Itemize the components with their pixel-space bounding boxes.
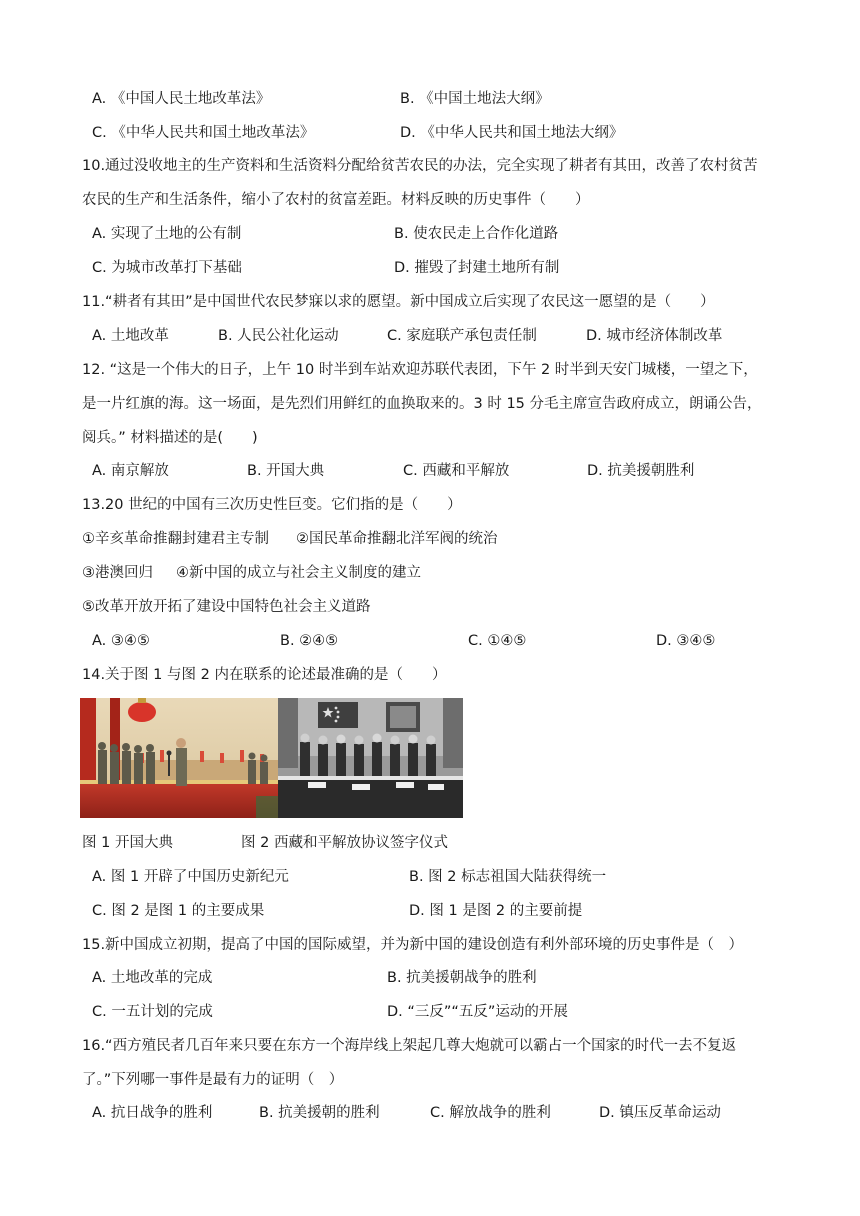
q10-option-d: D. 摧毁了封建土地所有制	[394, 260, 560, 276]
q9-option-c: C. 《中华人民共和国土地改革法》	[92, 125, 315, 141]
q14-option-d: D. 图 1 是图 2 的主要前提	[409, 903, 583, 919]
q14-option-c: C. 图 2 是图 1 的主要成果	[92, 903, 265, 919]
q14-option-b: B. 图 2 标志祖国大陆获得统一	[409, 869, 607, 885]
q16-option-c: C. 解放战争的胜利	[430, 1105, 551, 1121]
q12-option-c: C. 西藏和平解放	[403, 463, 510, 479]
q14-option-a: A. 图 1 开辟了中国历史新纪元	[92, 869, 289, 885]
q13-item-1: ①辛亥革命推翻封建君主专制	[82, 531, 269, 547]
q13-option-c: C. ①④⑤	[468, 633, 527, 649]
q13-option-d: D. ③④⑤	[656, 633, 716, 649]
figure-1-founding-ceremony-photo	[80, 698, 278, 818]
q12-option-b: B. 开国大典	[247, 463, 325, 479]
q15-option-b: B. 抗美援朝战争的胜利	[387, 970, 537, 986]
q9-option-b: B. 《中国土地法大纲》	[400, 91, 550, 107]
q10-stem-line-2: 农民的生产和生活条件，缩小了农村的贫富差距。材料反映的历史事件（ ）	[82, 192, 590, 208]
q12-stem-line-1: 12. “这是一个伟大的日子，上午 10 时半到车站欢迎苏联代表团，下午 2 时半到天安门城楼，一望之下，	[82, 362, 758, 378]
q16-stem-line-2: 了。”下列哪一事件是最有力的证明（ ）	[82, 1072, 344, 1088]
q11-option-a: A. 土地改革	[92, 328, 169, 344]
q13-option-a: A. ③④⑤	[92, 633, 150, 649]
q10-option-a: A. 实现了土地的公有制	[92, 226, 242, 242]
q11-stem: 11.“耕者有其田”是中国世代农民梦寐以求的愿望。新中国成立后实现了农民这一愿望的是（ ）	[82, 294, 715, 310]
q10-option-c: C. 为城市改革打下基础	[92, 260, 242, 276]
q12-option-a: A. 南京解放	[92, 463, 169, 479]
q13-item-2: ②国民革命推翻北洋军阀的统治	[296, 531, 498, 547]
figure-1-illustration	[80, 698, 278, 818]
q16-option-b: B. 抗美援朝的胜利	[259, 1105, 380, 1121]
figure-2-tibet-agreement-signing-photo	[278, 698, 463, 818]
q12-option-d: D. 抗美援朝胜利	[587, 463, 695, 479]
q10-stem-line-1: 10.通过没收地主的生产资料和生活资料分配给贫苦农民的办法，完全实现了耕者有其田，改善了农村贫苦	[82, 158, 758, 174]
q14-stem: 14.关于图 1 与图 2 内在联系的论述最准确的是（ ）	[82, 667, 447, 683]
q10-option-b: B. 使农民走上合作化道路	[394, 226, 559, 242]
q16-option-d: D. 镇压反革命运动	[599, 1105, 721, 1121]
q9-option-d: D. 《中华人民共和国土地法大纲》	[400, 125, 624, 141]
q13-item-5: ⑤改革开放开拓了建设中国特色社会主义道路	[82, 599, 371, 615]
q16-stem-line-1: 16.“西方殖民者几百年来只要在东方一个海岸线上架起几尊大炮就可以霸占一个国家的时代一去不复返	[82, 1038, 737, 1054]
figure-1-caption: 图 1 开国大典	[82, 835, 173, 851]
q16-option-a: A. 抗日战争的胜利	[92, 1105, 213, 1121]
q15-stem: 15.新中国成立初期，提高了中国的国际威望，并为新中国的建设创造有利外部环境的历史事件是（ ）	[82, 937, 744, 953]
q11-option-d: D. 城市经济体制改革	[586, 328, 723, 344]
q12-stem-line-3: 阅兵。” 材料描述的是( )	[82, 430, 258, 446]
q15-option-c: C. 一五计划的完成	[92, 1004, 213, 1020]
q9-option-a: A. 《中国人民土地改革法》	[92, 91, 271, 107]
q13-option-b: B. ②④⑤	[280, 633, 339, 649]
q13-item-4: ④新中国的成立与社会主义制度的建立	[176, 565, 421, 581]
q15-option-d: D. “三反”“五反”运动的开展	[387, 1004, 568, 1020]
q11-option-c: C. 家庭联产承包责任制	[387, 328, 537, 344]
q13-stem: 13.20 世纪的中国有三次历史性巨变。它们指的是（ ）	[82, 497, 462, 513]
figure-2-illustration	[278, 698, 463, 818]
figure-2-caption: 图 2 西藏和平解放协议签字仪式	[241, 835, 448, 851]
q11-option-b: B. 人民公社化运动	[218, 328, 339, 344]
q12-stem-line-2: 是一片红旗的海。这一场面，是先烈们用鲜红的血换取来的。3 时 15 分毛主席宣告政府成立，朗诵公告，	[82, 396, 762, 412]
q13-item-3: ③港澳回归	[82, 565, 153, 581]
q15-option-a: A. 土地改革的完成	[92, 970, 213, 986]
